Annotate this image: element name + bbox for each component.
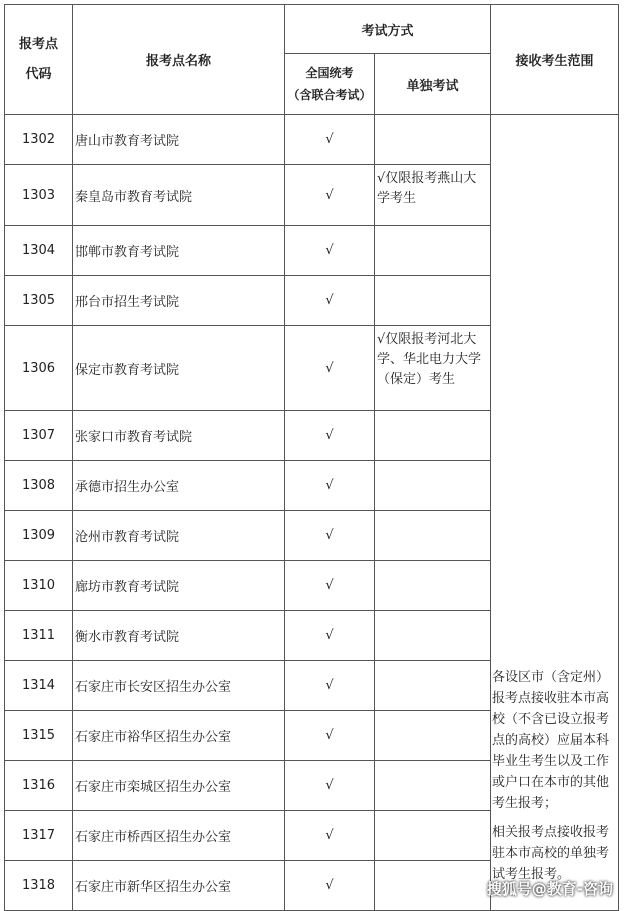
header-national-line2: （含联合考试） xyxy=(287,88,372,102)
separate-exam xyxy=(375,761,491,811)
site-name: 石家庄市裕华区招生办公室 xyxy=(73,711,285,761)
national-mark: √ xyxy=(285,711,375,761)
separate-exam xyxy=(375,115,491,165)
table-row xyxy=(5,115,619,165)
separate-exam xyxy=(375,226,491,276)
watermark: 搜狐号@教育-咨询 xyxy=(486,880,613,898)
national-mark: √ xyxy=(285,226,375,276)
site-name: 石家庄市栾城区招生办公室 xyxy=(73,761,285,811)
site-code: 1311 xyxy=(5,611,73,661)
site-code: 1316 xyxy=(5,761,73,811)
site-name: 石家庄市桥西区招生办公室 xyxy=(73,811,285,861)
separate-exam xyxy=(375,561,491,611)
header-code xyxy=(5,5,73,115)
site-code: 1317 xyxy=(5,811,73,861)
national-mark: √ xyxy=(285,511,375,561)
separate-exam xyxy=(375,276,491,326)
site-code: 1310 xyxy=(5,561,73,611)
site-name: 沧州市教育考试院 xyxy=(73,511,285,561)
site-name: 邢台市招生考试院 xyxy=(73,276,285,326)
header-national xyxy=(285,54,375,115)
separate-exam xyxy=(375,411,491,461)
site-code: 1309 xyxy=(5,511,73,561)
separate-exam xyxy=(375,711,491,761)
site-name: 石家庄市新华区招生办公室 xyxy=(73,861,285,911)
site-code: 1305 xyxy=(5,276,73,326)
national-mark: √ xyxy=(285,761,375,811)
site-code: 1302 xyxy=(5,115,73,165)
national-mark: √ xyxy=(285,326,375,411)
site-code: 1307 xyxy=(5,411,73,461)
header-separate: 单独考试 xyxy=(375,54,491,115)
site-name: 廊坊市教育考试院 xyxy=(73,561,285,611)
header-name: 报考点名称 xyxy=(73,5,285,115)
scope-text xyxy=(492,667,612,885)
national-mark: √ xyxy=(285,115,375,165)
header-scope: 接收考生范围 xyxy=(491,5,619,115)
national-mark: √ xyxy=(285,811,375,861)
scope-cell xyxy=(491,115,619,911)
scope-para-1: 各设区市（含定州）报考点接收驻本市高校（不含已设立报考点的高校）应届本科毕业生考生以及工作或户口在本市的其他考生报考； xyxy=(492,670,610,811)
site-name: 邯郸市教育考试院 xyxy=(73,226,285,276)
header-exam-mode: 考试方式 xyxy=(285,5,491,54)
national-mark: √ xyxy=(285,165,375,226)
separate-exam xyxy=(375,611,491,661)
site-name: 承德市招生办公室 xyxy=(73,461,285,511)
national-mark: √ xyxy=(285,661,375,711)
national-mark: √ xyxy=(285,611,375,661)
exam-sites-table xyxy=(4,4,619,911)
national-mark: √ xyxy=(285,461,375,511)
site-name: 石家庄市长安区招生办公室 xyxy=(73,661,285,711)
site-name: 秦皇岛市教育考试院 xyxy=(73,165,285,226)
national-mark: √ xyxy=(285,861,375,911)
separate-exam xyxy=(375,461,491,511)
header-code-line2: 代码 xyxy=(25,66,52,82)
separate-exam xyxy=(375,661,491,711)
scope-para-2: 相关报考点接收报考驻本市高校的单独考试考生报考。 xyxy=(492,825,610,882)
site-code: 1314 xyxy=(5,661,73,711)
national-mark: √ xyxy=(285,561,375,611)
header-code-line1: 报考点 xyxy=(18,36,58,52)
national-mark: √ xyxy=(285,276,375,326)
site-name: 保定市教育考试院 xyxy=(73,326,285,411)
site-name: 张家口市教育考试院 xyxy=(73,411,285,461)
separate-exam xyxy=(375,861,491,911)
header-national-line1: 全国统考 xyxy=(305,66,354,80)
site-code: 1304 xyxy=(5,226,73,276)
site-code: 1308 xyxy=(5,461,73,511)
site-name: 唐山市教育考试院 xyxy=(73,115,285,165)
national-mark: √ xyxy=(285,411,375,461)
site-code: 1306 xyxy=(5,326,73,411)
separate-exam: √仅限报考燕山大学考生 xyxy=(375,165,491,226)
site-name: 衡水市教育考试院 xyxy=(73,611,285,661)
site-code: 1318 xyxy=(5,861,73,911)
site-code: 1315 xyxy=(5,711,73,761)
site-code: 1303 xyxy=(5,165,73,226)
separate-exam: √仅限报考河北大学、华北电力大学（保定）考生 xyxy=(375,326,491,411)
separate-exam xyxy=(375,511,491,561)
separate-exam xyxy=(375,811,491,861)
